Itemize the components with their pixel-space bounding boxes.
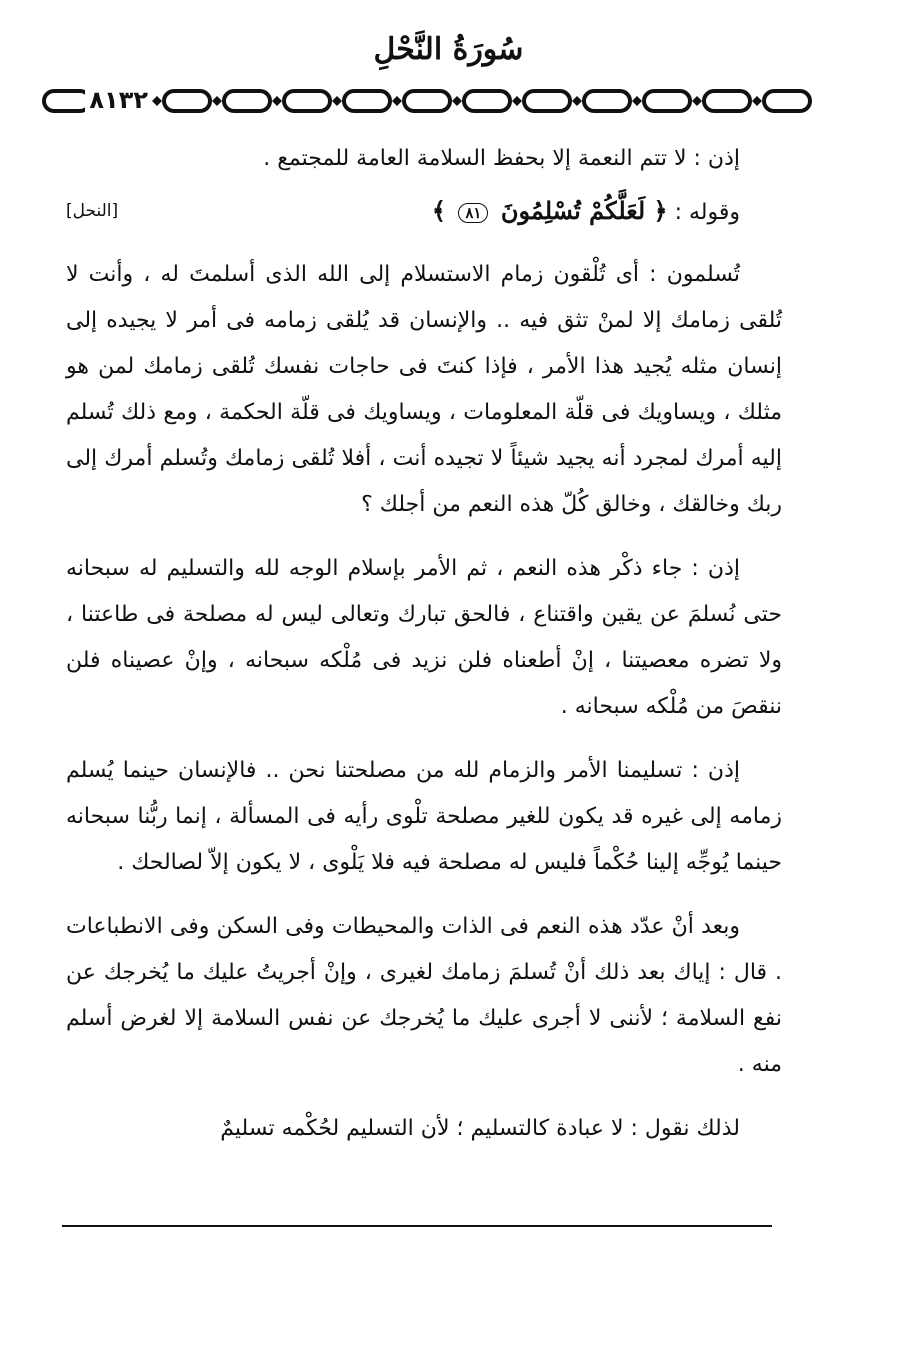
surah-title: سُورَةُ النَّحْلِ: [373, 32, 524, 67]
verse-line-text: [432, 188, 740, 236]
chain-diamond: [212, 96, 222, 106]
chain-diamond: [332, 96, 342, 106]
chain-diamond: [512, 96, 522, 106]
chain-link-oval: [704, 91, 750, 111]
chain-link-oval: [44, 91, 90, 111]
verse-number: ٨١: [458, 203, 488, 223]
chain-diamond: [692, 96, 702, 106]
chain-link-oval: [764, 91, 810, 111]
verse-intro: وقوله :: [667, 200, 740, 225]
verse-citation: [66, 188, 782, 234]
paragraph-2: تُسلمون : أى تُلْقون زمام الاستسلام إلى الله الذى أسلمتَ له ، وأنت لا تُلقى زمامك إلا لمنْ تثق فيه .. والإنسان قد يُلقى زمامه فى أمر لا يجيده إلى إنسان مثله يُجيد هذا الأمر ، فإذا كنتَ فى حاجات نفسك تُلقى زمامك لمن هو مثلك ، ويساويك فى قلّة المعلومات ، ويساويك فى قلّة الحكمة ، ومع ذلك تُسلم إليه أمرك لمجرد أنه يجيد شيئاً لا تجيده أنت ، أفلا تُلقى زمامك وتُسلم أمرك إلى ربك وخالقك ، وخالق كُلّ هذه النعم من أجلك ؟: [66, 262, 782, 517]
paragraph-6: لذلك نقول : لا عبادة كالتسليم ؛ لأن التسليم لحُكْمه تسليمٌ: [220, 1116, 740, 1141]
verse-close-bracket: ﴾: [431, 196, 455, 225]
paragraph-1: إذن : لا تتم النعمة إلا بحفظ السلامة العامة للمجتمع .: [263, 146, 740, 171]
chain-diamond: [152, 96, 162, 106]
chain-link-oval: [404, 91, 450, 111]
chain-diamond: [452, 96, 462, 106]
chain-diamond: [632, 96, 642, 106]
chain-diamond: [572, 96, 582, 106]
chain-ornament-icon: [40, 84, 812, 118]
chain-link-oval: [464, 91, 510, 111]
chain-diamond: [752, 96, 762, 106]
chain-diamond: [392, 96, 402, 106]
chain-diamond: [272, 96, 282, 106]
chain-link-oval: [524, 91, 570, 111]
chain-link-oval: [164, 91, 210, 111]
paragraph-3: إذن : جاء ذكْر هذه النعم ، ثم الأمر بإسلام الوجه لله والتسليم له سبحانه حتى نُسلمَ عن يقين واقتناع ، فالحق تبارك وتعالى ليس له مصلحة فى طاعتنا ، ولا تضره معصيتنا ، إنْ أطعناه فلن نزيد فى مُلْكه سبحانه ، وإنْ عصيناه فلن ننقصَ من مُلْكه سبحانه .: [66, 556, 782, 719]
chain-link-oval: [584, 91, 630, 111]
verse-words: ﴿ لَعَلَّكُمْ تُسْلِمُونَ: [492, 196, 668, 225]
chain-link-oval: [644, 91, 690, 111]
paragraph-5: وبعد أنْ عدّد هذه النعم فى الذات والمحيطات وفى السكن وفى الانطباعات . قال : إياك بعد ذلك أنْ تُسلمَ زمامك لغيرى ، وإنْ أجريتُ عليك ما يُخرجك عن نفع السلامة ؛ لأننى لا أجرى عليك ما يُخرجك عن نفس السلامة إلا لغرض أسلم منه .: [66, 914, 782, 1077]
footer-rule: [62, 1225, 772, 1227]
decorative-header-band: [40, 84, 812, 118]
quran-verse: [432, 196, 668, 225]
chain-link-oval: [284, 91, 330, 111]
paragraph-4: إذن : تسليمنا الأمر والزمام لله من مصلحتنا نحن .. فالإنسان حينما يُسلم زمامه إلى غيره قد يكون للغير مصلحة تلْوى رأيه فى المسألة ، إنما ربُّنا سبحانه حينما يُوجِّه إلينا حُكْماً فليس له مصلحة فيه فلا يَلْوى ، لا يكون إلاّ لصالحك .: [66, 758, 782, 875]
verse-reference: [النحل]: [66, 201, 119, 221]
page-number: ٨١٣٢: [85, 86, 152, 114]
chain-link-oval: [224, 91, 270, 111]
chain-link-oval: [344, 91, 390, 111]
page-text: [66, 136, 782, 1170]
